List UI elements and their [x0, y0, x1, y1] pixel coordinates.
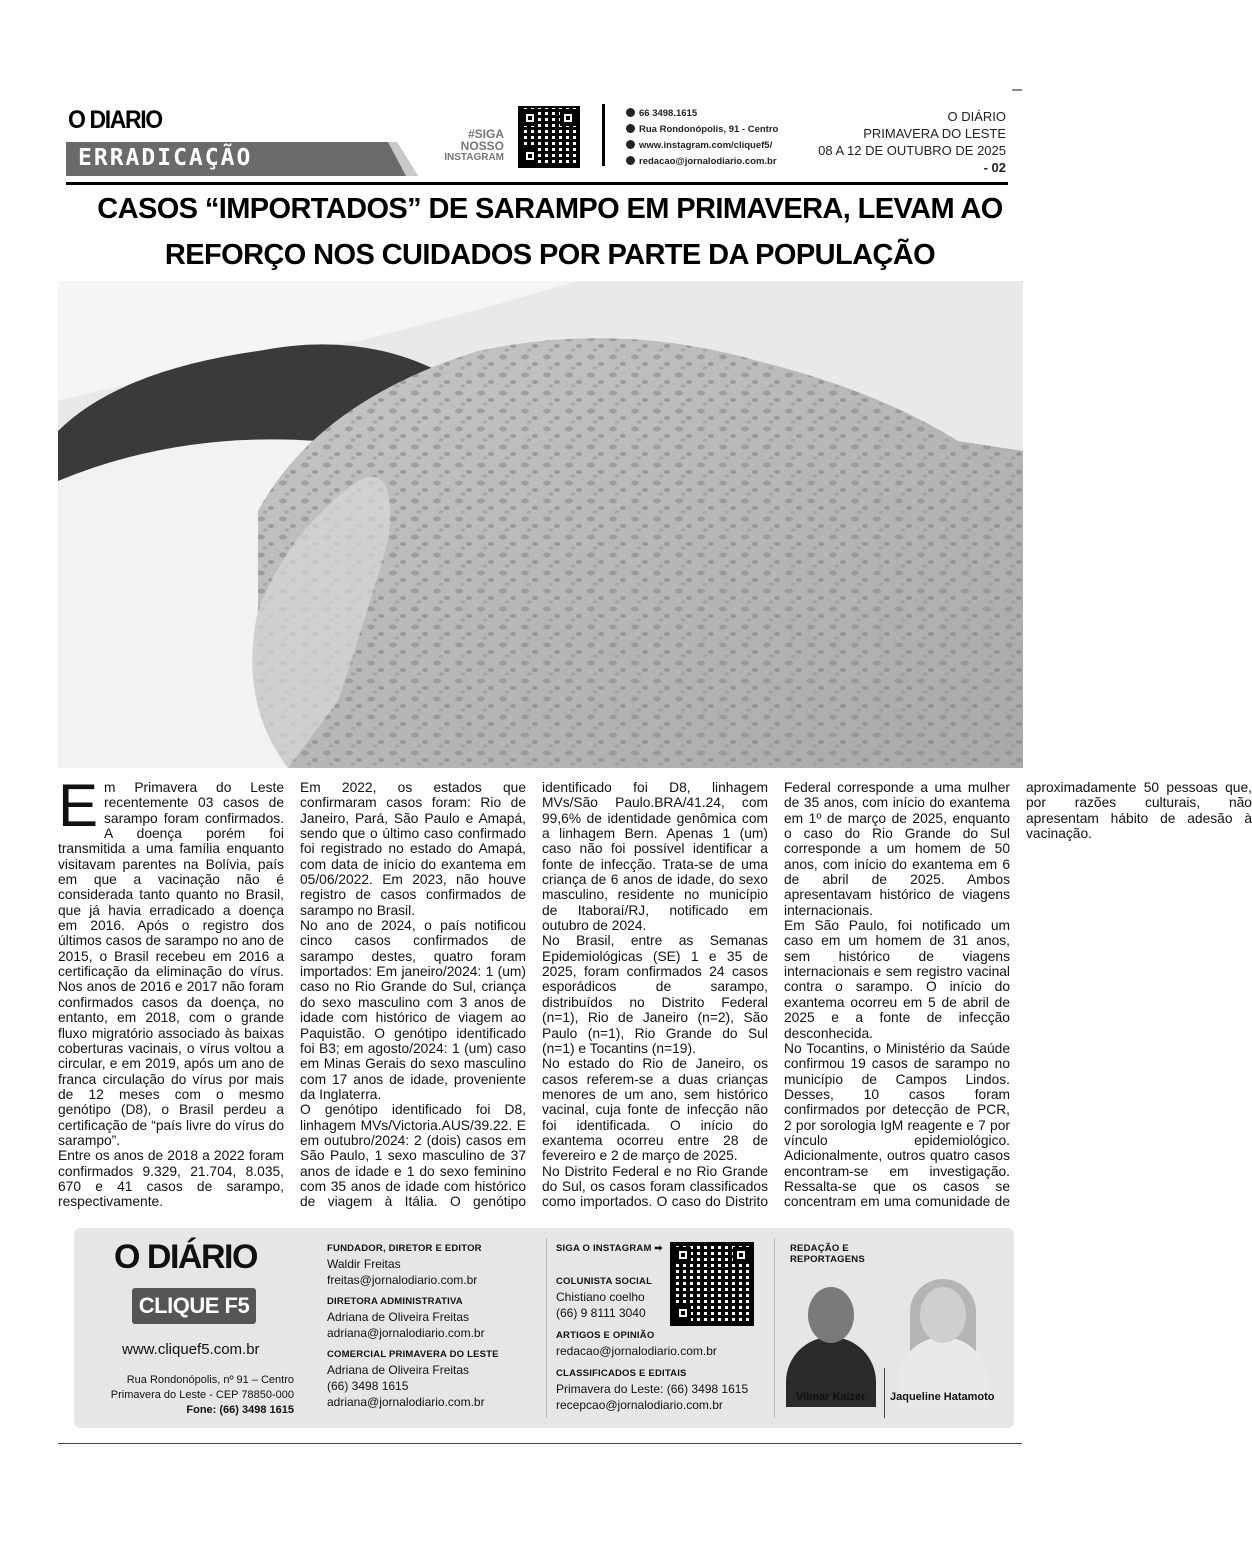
cliquef5-badge: CLIQUE F5 — [132, 1288, 256, 1324]
article-paragraph: No Brasil, entre as Semanas Epidemiológicas (SE) 1 e 35 de 2025, foram confirmados 24 casos esporádicos de sarampo, distribuídos no Distrito Federal (n=1), Rio de Janeiro (n=2), São Paulo (n=1), Rio Grande do Sul (n=1) e Tocantins (n=19). — [542, 933, 768, 1056]
founder-name: Waldir Freitas — [327, 1257, 401, 1271]
reporter-name: Jaqueline Hatamoto — [890, 1391, 995, 1403]
contact-address: Rua Rondonópolis, 91 - Centro — [639, 124, 779, 135]
commercial-email[interactable]: adriana@jornalodiario.com.br — [327, 1395, 485, 1409]
article-paragraph: Em São Paulo, foi notificado um caso em um homem de 31 anos, sem histórico de viagens internacionais e sem registro vacinal contra o sarampo. O início do exantema ocorreu em 5 de abril de 2025 e a fonte de infecção desconhecida. — [784, 918, 1010, 1041]
footer-website[interactable]: www.cliquef5.com.br — [122, 1341, 260, 1358]
header-divider — [602, 104, 605, 166]
commercial-label: COMERCIAL PRIMAVERA DO LESTE — [327, 1349, 499, 1360]
commercial-name: Adriana de Oliveira Freitas — [327, 1363, 470, 1377]
location-pin-icon — [626, 124, 635, 133]
page-corner-mark — [1012, 89, 1022, 91]
page-header — [58, 100, 1008, 184]
article-paragraph: Em Primavera do Leste recentemente 03 casos de sarampo foram confirmados. A doença porém foi transmitida a uma família enquanto visitavam parentes na Bolívia, país em que a vacinação não é considerada tanto quanto no Brasil, que já havia erradicado a doença em 2016. Após o registro dos últimos casos de sarampo no ano de 2015, o Brasil recebeu em 2016 a certificação da eliminação do vírus. Nos anos de 2016 e 2017 não foram confirmados casos da doença, no entanto, em 2018, com o grande fluxo migratório associado às baixas coberturas vacinais, o vírus voltou a circular, e em 2019, após um ano de franca circulação do vírus por mais de 12 meses com o mesmo genótipo (D8), o Brasil perdeu a certificação de “país livre do vírus do sarampo”. — [58, 772, 284, 1148]
columnist-phone: (66) 9 8111 3040 — [556, 1306, 646, 1320]
article-paragraph: No ano de 2024, o país notificou cinco casos confirmados de sarampo destes, quatro foram importados: Em janeiro/2024: 1 (um) caso no Rio Grande do Sul, criança do sexo masculino com 3 anos de idade com histórico de viagem ao Paquistão. O genótipo identificado foi B3; em agosto/2024: 1 (um) caso em Minas Gerais do sexo masculino com 17 anos de idade, proveniente da Inglaterra. — [300, 918, 526, 1102]
commercial-phone: (66) 3498 1615 — [327, 1379, 409, 1393]
page-bottom-rule — [58, 1443, 1022, 1444]
header-contacts — [626, 106, 778, 170]
columnist-name: Chistiano coelho — [556, 1290, 645, 1304]
header-rule — [66, 182, 1008, 185]
contact-phone: 66 3498.1615 — [639, 108, 698, 119]
classified-email[interactable]: recepcao@jornalodiario.com.br — [556, 1398, 723, 1412]
qr-code-icon[interactable] — [670, 1242, 754, 1326]
article-headline: CASOS “IMPORTADOS” DE SARAMPO EM PRIMAVERA, LEVAM AO REFORÇO NOS CUIDADOS POR PARTE DA POPULAÇÃO — [97, 193, 1003, 271]
reporter-divider — [884, 1368, 885, 1418]
edition-city: PRIMAVERA DO LESTE — [863, 126, 1006, 141]
footer-logo: O DIÁRIO — [114, 1238, 257, 1276]
reporter-name: Vilmar Kaizer — [796, 1391, 866, 1403]
founder-label: FUNDADOR, DIRETOR E EDITOR — [327, 1243, 482, 1254]
opinion-label: ARTIGOS E OPINIÃO — [556, 1330, 655, 1341]
instagram-callout: #SIGA NOSSO INSTAGRAM — [444, 127, 504, 163]
opinion-email[interactable]: redacao@jornalodiario.com.br — [556, 1344, 717, 1358]
footer-divider — [546, 1238, 547, 1418]
reporter-photo — [892, 1273, 994, 1403]
qr-code-icon[interactable] — [518, 106, 580, 168]
reporter-photo — [780, 1273, 882, 1403]
article-paragraph: O genótipo identificado foi D8, linhagem MVs/Victoria.AUS/39.22. E em outubro/2024: 2 (dois) casos em São Paulo, 1 sexo masculino de 37 anos de idade e 1 do sexo feminino com 35 anos de idade com histórico de viagem à Itália. O genótipo identificado foi D8, linhagem MVs/São Paulo.BRA/41.24, com 99,6% de identidade genômica com a linhagem Bern. Apenas 1 (um) caso não foi possível identificar a fonte de infecção. Trata-se de uma criança de 6 anos de idade, do sexo masculino, residente no município de Itaboraí/RJ, notificado em outubro de 2024. — [300, 780, 768, 1210]
article-body — [58, 772, 1252, 1216]
article-paragraph: No Tocantins, o Ministério da Saúde confirmou 19 casos de sarampo no município de Campos Lindos. Desses, 10 casos foram confirmados por detecção de PCR, 2 por sorologia IgM reagente e 7 por vínculo epidemiológico. Adicionalmente, outros quatro casos encontram-se em investigação. Ressalta-se que os casos se concentram em uma comunidade de aproximadamente 50 pessoas que, por razões culturais, não apresentam hábito de adesão à vacinação. — [784, 780, 1252, 1210]
article-paragraph: Entre os anos de 2018 a 2022 foram confirmados 9.329, 21.704, 8.035, 670 e 41 casos de sarampo, respectivamente. — [58, 1148, 284, 1210]
edition-name: O DIÁRIO — [947, 109, 1006, 124]
section-label: ERRADICAÇÃO — [78, 145, 253, 171]
classified-label: CLASSIFICADOS E EDITAIS — [556, 1368, 687, 1379]
contact-email[interactable]: redacao@jornalodiario.com.br — [639, 156, 777, 167]
edition-date: 08 A 12 DE OUTUBRO DE 2025 — [818, 143, 1006, 158]
masthead-box — [74, 1228, 1014, 1428]
columnist-label: COLUNISTA SOCIAL — [556, 1276, 653, 1287]
edition-info — [818, 108, 1006, 176]
founder-email[interactable]: freitas@jornalodiario.com.br — [327, 1273, 478, 1287]
contact-instagram[interactable]: www.instagram.com/cliquef5/ — [639, 140, 773, 151]
admin-name: Adriana de Oliveira Freitas — [327, 1310, 470, 1324]
newsroom-label: REDAÇÃO E REPORTAGENS — [790, 1243, 865, 1265]
article-paragraph: Em 2022, os estados que confirmaram casos foram: Rio de Janeiro, Pará, São Paulo e Amapá, sendo que o último caso confirmado foi registrado no estado do Amapá, com data de início do exantema em 05/06/2022. Em 2023, não houve registro de casos confirmados de sarampo no Brasil. — [300, 780, 526, 918]
article-paragraph: No Distrito Federal e no Rio Grande do Sul, os casos foram classificados como importados. O caso do Distrito Federal corresponde a uma mulher de 35 anos, com início do exantema em 1º de março de 2025, enquanto o caso do Rio Grande do Sul corresponde a um homem de 50 anos, com início do exantema em 6 de abril de 2025. Ambos apresentavam histórico de viagens internacionais. — [542, 780, 1010, 1210]
page-number: - 02 — [983, 160, 1006, 175]
classified-phone: Primavera do Leste: (66) 3498 1615 — [556, 1382, 749, 1396]
instagram-icon — [626, 140, 635, 149]
admin-email[interactable]: adriana@jornalodiario.com.br — [327, 1326, 485, 1340]
footer-address: Rua Rondonópolis, nº 91 – Centro Primavera do Leste - CEP 78850-000 Fone: (66) 3498 1615 — [110, 1374, 294, 1416]
email-icon — [626, 156, 635, 165]
whatsapp-icon — [626, 108, 635, 117]
article-photo — [58, 281, 1023, 768]
admin-label: DIRETORA ADMINISTRATIVA — [327, 1296, 463, 1307]
footer-divider — [774, 1238, 775, 1418]
staff-column — [327, 1243, 537, 1418]
instagram-label: SIGA O INSTAGRAM ➡ — [556, 1243, 663, 1254]
newsroom-column — [790, 1243, 870, 1267]
drop-cap: E — [58, 772, 99, 839]
article-paragraph: No estado do Rio de Janeiro, os casos referem-se a duas crianças menores de um ano, sem histórico vacinal, cuja fonte de infecção não foi identificada. O início do exantema ocorreu entre 28 de fevereiro e 2 de março de 2025. — [542, 1056, 768, 1164]
newspaper-logo: O DIARIO — [68, 106, 162, 134]
